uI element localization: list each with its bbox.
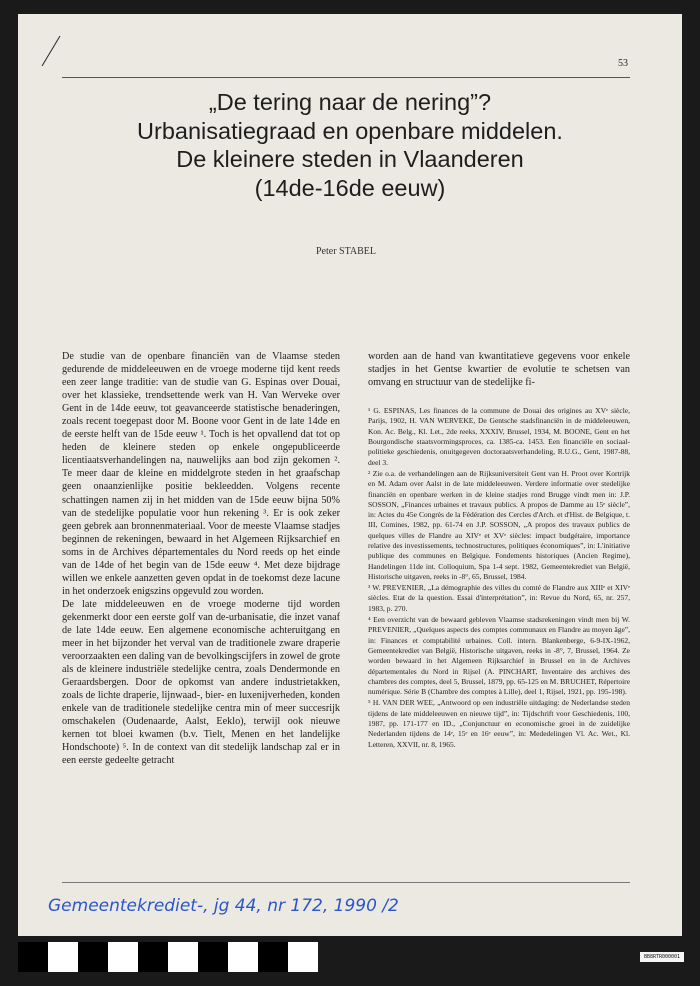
color-swatch <box>288 942 318 972</box>
color-swatch <box>78 942 108 972</box>
scan-color-bar <box>18 942 318 972</box>
color-swatch <box>48 942 78 972</box>
body-paragraph: De studie van de openbare financiën van de Vlaamse steden gedurende de middeleeuwen en de vroege moderne tijd kent reeds een zeer lange traditie: van de studie van G. Espinas over Douai, over het klassieke, trendsettende werk van H. Van Werveke over Gent in de 14de eeuw, tot geavanceerde statistische benaderingen, zoals recent toegepast door M. Boone voor Gent in de late 14de en de eerste helft van de 15de eeuw ¹. Toch is het opvallend dat tot op heden de kleinere steden op enkele ongepubliceerde licentiaatsverhandelingen na, nauwelijks aan bod zijn gekomen ². Te meer daar de kleine en middelgrote steden in het graafschap geen onaanzienlijke positie bekleedden. Volgens recente schattingen namen zij in het midden van de 15de eeuw bijna 50% van de stedelijke populatie voor hun rekening ³. Er is ook zeker geen gebrek aan bronnenmateriaal. Voor de meeste Vlaamse stadjes beginnen de rekeningen, bewaard in het Algemeen Rijksarchief en soms in de Archives départementales du Nord reeds op het einde van de 14de of het begin van de 15de eeuw ⁴. Met deze bijdrage willen we enkele aanzetten geven opdat in de toekomst deze lacune in het onderzoek enigszins opgevuld zou worden. <box>62 351 340 597</box>
body-paragraph: De late middeleeuwen en de vroege moderne tijd worden gekenmerkt door een eerste golf van de-urbanisatie, die inzet vanaf de late 14de eeuw. Een algemene economische achteruitgang en meer in het bijzonder het verval van de traditionele zware draperie veroorzaakten een daling van de bevolkingscijfers in zowel de grote als de kleinere industriële stedelijke centra, zoals Dendermonde en Geraardsbergen. Door de opkomst van andere industrietakken, zoals de lichte draperie, lijnwaad-, bier- en luxenijverheden, konden enkele van de traditionele stedelijke centra min of meer succesrijk omschakelen (Oudenaarde, Aalst, Eeklo), terwijl ook nieuwe kernen tot bloei kwamen (b.v. Tielt, Menen en het landelijke Hondschoote) ⁵. In de context van dit stedelijk landschap zal er in een eerste gedeelte getracht <box>62 598 340 767</box>
color-swatch <box>18 942 48 972</box>
title-line: „De tering naar de nering”? <box>208 89 492 115</box>
pen-stroke-mark <box>40 34 62 68</box>
color-swatch <box>198 942 228 972</box>
color-swatch <box>228 942 258 972</box>
footnotes <box>368 406 630 750</box>
author-name: Peter STABEL <box>315 246 377 257</box>
title-line: Urbanisatiegraad en openbare middelen. <box>137 117 563 144</box>
color-swatch <box>168 942 198 972</box>
body-paragraph: worden aan de hand van kwantitatieve gegevens voor enkele stadjes in het Gentse kwartier de evolutie te schetsen van omvang en structuur van de stedelijke fi- <box>368 351 630 389</box>
color-swatch <box>258 942 288 972</box>
header-rule <box>62 77 630 78</box>
page-number: 53 <box>618 58 628 69</box>
handwritten-note: Gemeentekrediet-, jg 44, nr 172, 1990 /2 <box>48 896 399 916</box>
body-column-right <box>368 350 630 751</box>
article-title <box>70 88 630 202</box>
title-line: De kleinere steden in Vlaanderen <box>176 146 524 172</box>
footnote: ³ W. PREVENIER, „La démographie des villes du comté de Flandre aux XIIIᵉ et XIVᵉ siècles. Etat de la question. Essai d'interprétation”, in: Revue du Nord, 65, nr. 257, 1983, p. 270. <box>368 583 630 613</box>
barcode-label: BB8RTR000001 <box>640 952 684 962</box>
color-swatch <box>138 942 168 972</box>
title-line: (14de-16de eeuw) <box>254 174 446 201</box>
footnote: ⁵ H. VAN DER WEE, „Antwoord op een industriële uitdaging: de Nederlandse steden tijdens de late middeleeuwen en nieuwe tijd”, in: Tijdschrift voor Geschiedenis, 100, 1987, pp. 171-177 en ID., „Conjunctuur en economische groei in de zuidelijke Nederlanden tijdens de 14ᵉ, 15ᵉ en 16ᵉ eeuw”, in: Mededelingen Vl. Ac. Wet., Kl. Letteren, XXVII, nr. 8, 1965. <box>368 698 630 749</box>
footer-rule <box>62 882 630 883</box>
footnote: ¹ G. ESPINAS, Les finances de la commune de Douai des origines au XVᵉ siècle, Parijs, 1902, H. VAN WERVEKE, De Gentsche stadsfinanciën in de middeleeuwen, Kon. Ac. Belg., Kl. Let., 2de reeks, XXXIV, Brussel, 1934, M. BOONE, Gent en het Bourgondische staatsvormingsproces, ca. 1385-ca. 1453. Een financiële en sociaal-politieke geschiedenis, onuitgegeven doctoraatsverhandeling, R.U.G., Gent, 1987-88, deel 3. <box>368 406 630 467</box>
body-column-left <box>62 350 340 768</box>
footnote: ⁴ Een overzicht van de bewaard gebleven Vlaamse stadsrekeningen vindt men bij W. PREVENIER, „Quelques aspects des comptes communaux en Flandre au moyen âge”, in: Finances et comptabilité urbaines. Coll. intern. Blankenberge, 6-9-IX-1962, Gemeentekrediet van België, Historische uitgaven, reeks in -8°, 7, Brussel, 1964. Ze worden bewaard in het Algemeen Rijksarchief in Brussel en in de Archives départementales du Nord in Rijsel (A. PINCHART, Inventaire des archives des chambres des comptes, deel 5, Brussel, 1879, pp. 65-125 en M. BRUCHET, Répertoire numérique. Série B (Chambre des comptes à Lille), deel 1, Rijsel, 1921, pp. 195-198). <box>368 615 630 697</box>
color-swatch <box>108 942 138 972</box>
footnote: ² Zie o.a. de verhandelingen aan de Rijksuniversiteit Gent van H. Proot over Kortrijk en M. Adam over Aalst in de late middeleeuwen. Verdere informatie over stedelijke financiën en openbare werken in de kleine stadjes rond Brugge vindt men in: J.P. SOSSON, „Finances urbaines et travaux publics. A propos de Damme au 15ᵉ siècle”, in: Actes du 45e Congrès de la Fédération des Cercles d'Arch. et d'Hist. de Belgique, t. III, Comines, 1982, pp. 61-74 en J.P. SOSSON, „A propos des travaux publics de quelques villes de Flandre au XIVᵉ et XVᵉ siècles: impact budgétaire, importance relative des investissements, technostructures, politiques économiques”, in: L'initiative publique des communes en Belgique. Fondements historiques (Ancien Regime), Handelingen 11de int. Colloquium, Spa 1-4 sept. 1982, Gemeentekrediet van België, Historische uitgaven, reeks in -8°, 65, Brussel, 1984. <box>368 468 630 581</box>
